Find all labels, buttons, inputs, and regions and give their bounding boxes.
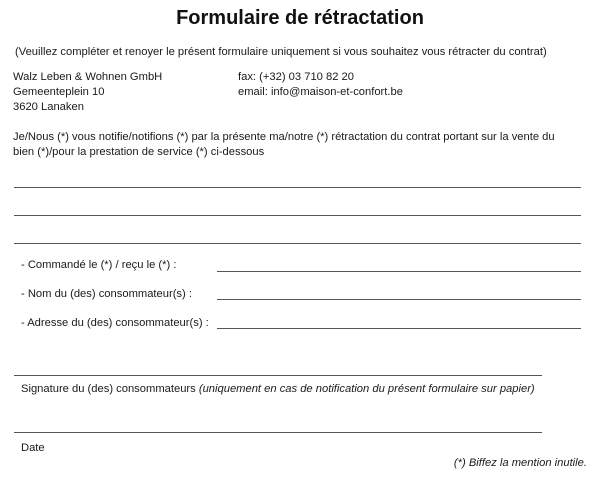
company-name: Walz Leben & Wohnen GmbH (13, 71, 163, 83)
company-city: 3620 Lanaken (13, 101, 84, 113)
notification-text-line2: bien (*)/pour la prestation de service (*) ci-dessous (13, 146, 265, 158)
ordered-received-label: - Commandé le (*) / reçu le (*) : (21, 259, 177, 271)
form-instruction: (Veuillez compléter et renoyer le présent formulaire uniquement si vous souhaitez vous rétracter du contrat) (15, 46, 547, 58)
form-title: Formulaire de rétractation (176, 7, 424, 29)
footnote: (*) Biffez la mention inutile. (453, 457, 587, 469)
signature-label-row (21, 382, 535, 397)
consumer-address-label: - Adresse du (des) consommateur(s) : (21, 317, 209, 329)
signature-note: (uniquement en cas de notification du présent formulaire sur papier) (198, 383, 535, 395)
consumer-address-input-line[interactable] (217, 328, 581, 329)
notification-write-line-3[interactable] (14, 243, 581, 244)
notification-write-line-1[interactable] (14, 187, 581, 188)
signature-label: Signature du (des) consommateurs (21, 383, 196, 395)
company-email: email: info@maison-et-confort.be (238, 86, 403, 98)
ordered-received-input-line[interactable] (217, 271, 581, 272)
notification-write-line-2[interactable] (14, 215, 581, 216)
company-street: Gemeenteplein 10 (13, 86, 105, 98)
signature-line[interactable] (14, 375, 542, 376)
company-fax: fax: (+32) 03 710 82 20 (238, 71, 354, 83)
consumer-name-label: - Nom du (des) consommateur(s) : (21, 288, 192, 300)
notification-text-line1: Je/Nous (*) vous notifie/notifions (*) par la présente ma/notre (*) rétractation du contrat portant sur la vente du (13, 131, 555, 143)
date-line[interactable] (14, 432, 542, 433)
date-label: Date (21, 442, 45, 454)
consumer-name-input-line[interactable] (217, 299, 581, 300)
